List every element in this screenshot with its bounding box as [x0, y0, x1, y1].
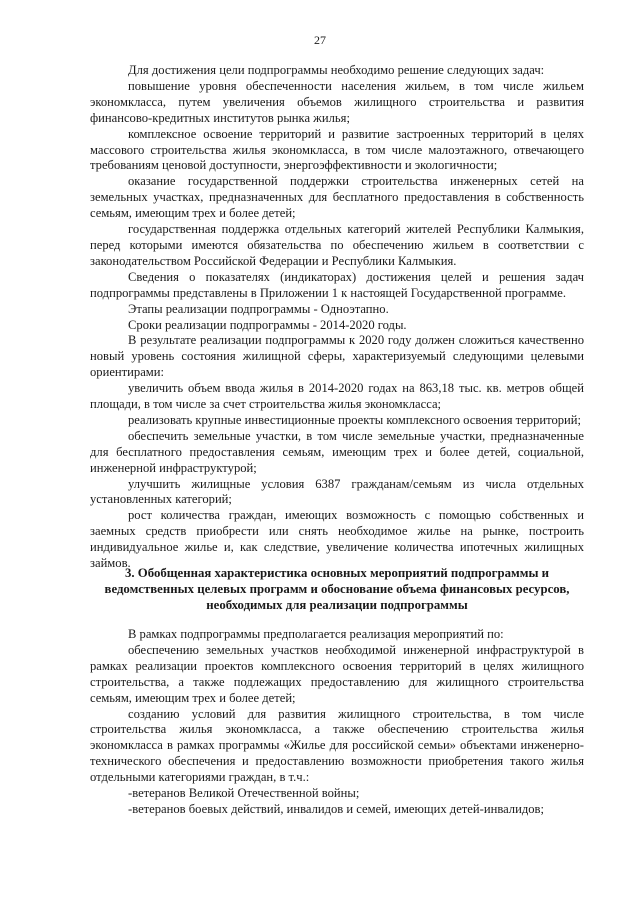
paragraph: оказание государственной поддержки строительства инженерных сетей на земельных участках, предназначенных для бесплатного предоставления в собственность семьям, имеющим трех и более детей; [90, 174, 584, 221]
paragraph: В рамках подпрограммы предполагается реализация мероприятий по: [128, 627, 504, 641]
paragraph: Сведения о показателях (индикаторах) достижения целей и решения задач подпрограммы представлены в Приложении 1 к настоящей Государственной программе. [90, 269, 584, 300]
paragraph: реализовать крупные инвестиционные проекты комплексного освоения территорий; [128, 412, 582, 427]
paragraph: рост количества граждан, имеющих возможность с помощью собственных и заемных средств приобрести или снять необходимое жилье на рынке, построить индивидуальное жилье и, как следствие, увеличение количества ипотечных жилищных займов. [90, 508, 584, 571]
list-item: -ветеранов Великой Отечественной войны; [128, 786, 360, 801]
paragraph: обеспечению земельных участков необходимой инженерной инфраструктурой в рамках реализации проектов комплексного освоения территорий в целях жилищного строительства, а также подлежащих предоставлению для жилищного строительства семьям, имеющим трех и более детей; [90, 642, 584, 705]
paragraph: обеспечить земельные участки, в том числе земельные участки, предназначенные для бесплатного предоставления семьям, имеющим трех и более детей, социальной, инженерной инфраструктурой; [90, 428, 584, 475]
paragraph: улучшить жилищные условия 6387 гражданам/семьям из числа отдельных установленных категорий; [90, 476, 584, 507]
paragraph: созданию условий для развития жилищного строительства, в том числе строительства жилья экономкласса, а также обеспечению строительства жилья экономкласса в рамках программы «Жилье для российской семьи» объектами инженерно-технического обеспечения и предоставлению возможности приобретения такого жилья отдельными категориями граждан, в т.ч.: [90, 706, 584, 785]
page-number: 27 [314, 33, 326, 47]
section-measures-text [90, 627, 584, 818]
section-goals-text [90, 63, 584, 572]
paragraph: Для достижения цели подпрограммы необходимо решение следующих задач: [128, 63, 545, 77]
paragraph: Сроки реализации подпрограммы - 2014-2020 годы. [128, 317, 407, 332]
section-heading: 3. Обобщенная характеристика основных мероприятий подпрограммы и ведомственных целевых программ и обоснование объема финансовых ресурсов, необходимых для реализации подпрограммы [104, 566, 570, 612]
paragraph: Этапы реализации подпрограммы - Одноэтапно. [128, 301, 389, 316]
paragraph: В результате реализации подпрограммы к 2020 году должен сложиться качественно новый уровень состояния жилищной сферы, характеризуемый следующими целевыми ориентирами: [90, 333, 584, 380]
paragraph: государственная поддержка отдельных категорий жителей Республики Калмыкия, перед которыми имеются обязательства по обеспечению жильем в соответствии с законодательством Российской Федерации и Республики Калмыкия. [90, 222, 584, 268]
paragraph: комплексное освоение территорий и развитие застроенных территорий в целях массового строительства жилья экономкласса, в том числе малоэтажного, отвечающего требованиям ценовой доступности, энергоэффективности и экологичности; [90, 126, 584, 173]
paragraph: повышение уровня обеспеченности населения жильем, в том числе жильем экономкласса, путем увеличения объемов жилищного строительства и развития финансово-кредитных институтов рынка жилья; [90, 78, 584, 125]
list-item: -ветеранов боевых действий, инвалидов и семей, имеющих детей-инвалидов; [128, 801, 544, 816]
paragraph: увеличить объем ввода жилья в 2014-2020 годах на 863,18 тыс. кв. метров общей площади, в том числе за счет строительства жилья экономкласса; [90, 381, 584, 412]
